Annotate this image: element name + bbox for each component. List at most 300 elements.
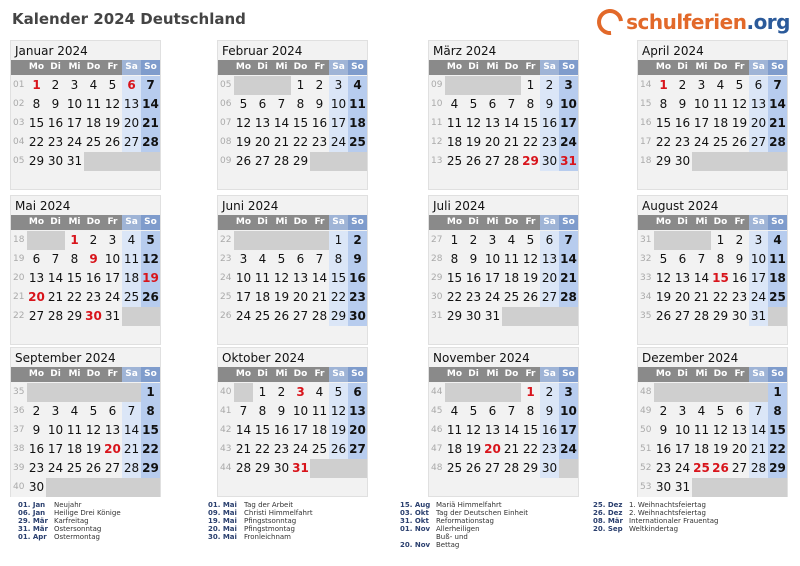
day-cell[interactable]: 10	[483, 250, 502, 269]
day-cell[interactable]: 16	[272, 421, 291, 440]
day-cell[interactable]: 10	[559, 95, 578, 114]
day-cell[interactable]: 30	[730, 307, 749, 326]
day-cell[interactable]: 26	[654, 307, 673, 326]
day-cell[interactable]: 7	[692, 250, 711, 269]
day-cell[interactable]: 22	[521, 133, 540, 152]
day-cell[interactable]: 26	[730, 133, 749, 152]
day-cell[interactable]: 8	[329, 250, 348, 269]
day-cell[interactable]: 24	[673, 459, 692, 478]
day-cell[interactable]: 29	[329, 307, 348, 326]
day-cell[interactable]: 16	[84, 269, 103, 288]
day-cell[interactable]: 3	[291, 383, 310, 402]
day-cell[interactable]: 5	[329, 383, 348, 402]
day-cell[interactable]: 22	[711, 288, 730, 307]
day-cell[interactable]: 19	[272, 288, 291, 307]
day-cell[interactable]: 28	[749, 459, 768, 478]
day-cell[interactable]: 29	[768, 459, 787, 478]
day-cell[interactable]: 31	[103, 307, 122, 326]
day-cell[interactable]: 22	[141, 440, 160, 459]
day-cell[interactable]: 28	[502, 459, 521, 478]
day-cell[interactable]: 6	[749, 76, 768, 95]
day-cell[interactable]: 12	[141, 250, 160, 269]
day-cell[interactable]: 21	[502, 133, 521, 152]
day-cell[interactable]: 9	[673, 95, 692, 114]
day-cell[interactable]: 27	[253, 152, 272, 171]
day-cell[interactable]: 23	[84, 288, 103, 307]
day-cell[interactable]: 23	[540, 133, 559, 152]
day-cell[interactable]: 11	[122, 250, 141, 269]
day-cell[interactable]: 13	[483, 114, 502, 133]
day-cell[interactable]: 25	[445, 152, 464, 171]
day-cell[interactable]: 3	[234, 250, 253, 269]
day-cell[interactable]: 21	[141, 114, 160, 133]
day-cell[interactable]: 15	[291, 114, 310, 133]
day-cell[interactable]: 23	[654, 459, 673, 478]
day-cell[interactable]: 12	[711, 421, 730, 440]
day-cell[interactable]: 20	[540, 269, 559, 288]
day-cell[interactable]: 17	[483, 269, 502, 288]
day-cell[interactable]: 6	[540, 231, 559, 250]
day-cell[interactable]: 30	[348, 307, 367, 326]
day-cell[interactable]: 27	[540, 288, 559, 307]
day-cell[interactable]: 28	[310, 307, 329, 326]
day-cell[interactable]: 24	[749, 288, 768, 307]
day-cell[interactable]: 3	[559, 76, 578, 95]
day-cell[interactable]: 13	[27, 269, 46, 288]
day-cell[interactable]: 3	[103, 231, 122, 250]
day-cell[interactable]: 25	[502, 288, 521, 307]
day-cell[interactable]: 9	[540, 95, 559, 114]
day-cell[interactable]: 6	[483, 402, 502, 421]
day-cell[interactable]: 16	[27, 440, 46, 459]
day-cell[interactable]: 10	[46, 421, 65, 440]
day-cell[interactable]: 21	[46, 288, 65, 307]
day-cell[interactable]: 15	[768, 421, 787, 440]
day-cell[interactable]: 14	[502, 421, 521, 440]
day-cell[interactable]: 26	[272, 307, 291, 326]
day-cell[interactable]: 15	[711, 269, 730, 288]
day-cell[interactable]: 4	[692, 402, 711, 421]
day-cell[interactable]: 2	[540, 383, 559, 402]
day-cell[interactable]: 26	[84, 459, 103, 478]
day-cell[interactable]: 17	[103, 269, 122, 288]
day-cell[interactable]: 6	[103, 402, 122, 421]
day-cell[interactable]: 28	[234, 459, 253, 478]
day-cell[interactable]: 12	[730, 95, 749, 114]
day-cell[interactable]: 16	[348, 269, 367, 288]
day-cell[interactable]: 29	[253, 459, 272, 478]
day-cell[interactable]: 13	[730, 421, 749, 440]
day-cell[interactable]: 21	[768, 114, 787, 133]
day-cell[interactable]: 29	[141, 459, 160, 478]
day-cell[interactable]: 8	[654, 95, 673, 114]
day-cell[interactable]: 6	[730, 402, 749, 421]
day-cell[interactable]: 7	[310, 250, 329, 269]
day-cell[interactable]: 7	[559, 231, 578, 250]
day-cell[interactable]: 28	[122, 459, 141, 478]
day-cell[interactable]: 18	[768, 269, 787, 288]
day-cell[interactable]: 27	[483, 152, 502, 171]
day-cell[interactable]: 13	[122, 95, 141, 114]
day-cell[interactable]: 5	[711, 402, 730, 421]
day-cell[interactable]: 3	[329, 76, 348, 95]
day-cell[interactable]: 17	[291, 421, 310, 440]
day-cell[interactable]: 20	[483, 133, 502, 152]
day-cell[interactable]: 8	[768, 402, 787, 421]
day-cell[interactable]: 2	[654, 402, 673, 421]
day-cell[interactable]: 19	[654, 288, 673, 307]
day-cell[interactable]: 24	[234, 307, 253, 326]
day-cell[interactable]: 7	[46, 250, 65, 269]
day-cell[interactable]: 25	[65, 459, 84, 478]
day-cell[interactable]: 19	[329, 421, 348, 440]
site-logo[interactable]	[597, 6, 790, 38]
day-cell[interactable]: 28	[272, 152, 291, 171]
day-cell[interactable]: 16	[540, 421, 559, 440]
day-cell[interactable]: 21	[749, 440, 768, 459]
day-cell[interactable]: 10	[329, 95, 348, 114]
day-cell[interactable]: 4	[122, 231, 141, 250]
day-cell[interactable]: 27	[730, 459, 749, 478]
day-cell[interactable]: 13	[673, 269, 692, 288]
day-cell[interactable]: 16	[540, 114, 559, 133]
day-cell[interactable]: 27	[348, 440, 367, 459]
day-cell[interactable]: 23	[540, 440, 559, 459]
day-cell[interactable]: 17	[46, 440, 65, 459]
day-cell[interactable]: 19	[464, 133, 483, 152]
day-cell[interactable]: 23	[27, 459, 46, 478]
day-cell[interactable]: 15	[521, 114, 540, 133]
day-cell[interactable]: 4	[253, 250, 272, 269]
day-cell[interactable]: 27	[103, 459, 122, 478]
day-cell[interactable]: 25	[768, 288, 787, 307]
day-cell[interactable]: 5	[141, 231, 160, 250]
day-cell[interactable]: 24	[483, 288, 502, 307]
day-cell[interactable]: 10	[291, 402, 310, 421]
day-cell[interactable]: 17	[65, 114, 84, 133]
day-cell[interactable]: 2	[464, 231, 483, 250]
day-cell[interactable]: 10	[65, 95, 84, 114]
day-cell[interactable]: 14	[141, 95, 160, 114]
day-cell[interactable]: 7	[141, 76, 160, 95]
day-cell[interactable]: 26	[464, 459, 483, 478]
day-cell[interactable]: 1	[768, 383, 787, 402]
day-cell[interactable]: 6	[483, 95, 502, 114]
day-cell[interactable]: 20	[291, 288, 310, 307]
day-cell[interactable]: 8	[291, 95, 310, 114]
day-cell[interactable]: 8	[711, 250, 730, 269]
day-cell[interactable]: 2	[673, 76, 692, 95]
day-cell[interactable]: 5	[234, 95, 253, 114]
day-cell[interactable]: 30	[84, 307, 103, 326]
day-cell[interactable]: 6	[122, 76, 141, 95]
day-cell[interactable]: 30	[272, 459, 291, 478]
day-cell[interactable]: 20	[749, 114, 768, 133]
day-cell[interactable]: 1	[253, 383, 272, 402]
day-cell[interactable]: 20	[348, 421, 367, 440]
day-cell[interactable]: 8	[27, 95, 46, 114]
day-cell[interactable]: 5	[730, 76, 749, 95]
day-cell[interactable]: 18	[445, 133, 464, 152]
day-cell[interactable]: 12	[521, 250, 540, 269]
day-cell[interactable]: 25	[348, 133, 367, 152]
day-cell[interactable]: 4	[310, 383, 329, 402]
day-cell[interactable]: 17	[749, 269, 768, 288]
day-cell[interactable]: 4	[768, 231, 787, 250]
day-cell[interactable]: 30	[654, 478, 673, 497]
day-cell[interactable]: 1	[291, 76, 310, 95]
day-cell[interactable]: 21	[559, 269, 578, 288]
day-cell[interactable]: 18	[253, 288, 272, 307]
day-cell[interactable]: 6	[673, 250, 692, 269]
day-cell[interactable]: 15	[27, 114, 46, 133]
day-cell[interactable]: 23	[673, 133, 692, 152]
day-cell[interactable]: 15	[141, 421, 160, 440]
day-cell[interactable]: 10	[559, 402, 578, 421]
day-cell[interactable]: 18	[122, 269, 141, 288]
day-cell[interactable]: 31	[559, 152, 578, 171]
day-cell[interactable]: 12	[654, 269, 673, 288]
day-cell[interactable]: 14	[692, 269, 711, 288]
day-cell[interactable]: 27	[27, 307, 46, 326]
day-cell[interactable]: 9	[464, 250, 483, 269]
day-cell[interactable]: 11	[84, 95, 103, 114]
day-cell[interactable]: 2	[272, 383, 291, 402]
day-cell[interactable]: 10	[103, 250, 122, 269]
day-cell[interactable]: 26	[329, 440, 348, 459]
day-cell[interactable]: 11	[445, 421, 464, 440]
day-cell[interactable]: 15	[654, 114, 673, 133]
day-cell[interactable]: 11	[692, 421, 711, 440]
day-cell[interactable]: 29	[521, 152, 540, 171]
day-cell[interactable]: 22	[768, 440, 787, 459]
day-cell[interactable]: 11	[65, 421, 84, 440]
day-cell[interactable]: 17	[692, 114, 711, 133]
day-cell[interactable]: 13	[483, 421, 502, 440]
day-cell[interactable]: 7	[502, 95, 521, 114]
day-cell[interactable]: 12	[272, 269, 291, 288]
day-cell[interactable]: 24	[46, 459, 65, 478]
day-cell[interactable]: 16	[46, 114, 65, 133]
day-cell[interactable]: 16	[654, 440, 673, 459]
day-cell[interactable]: 26	[464, 152, 483, 171]
day-cell[interactable]: 5	[103, 76, 122, 95]
day-cell[interactable]: 25	[711, 133, 730, 152]
day-cell[interactable]: 31	[749, 307, 768, 326]
day-cell[interactable]: 13	[348, 402, 367, 421]
day-cell[interactable]: 9	[540, 402, 559, 421]
day-cell[interactable]: 23	[46, 133, 65, 152]
day-cell[interactable]: 6	[348, 383, 367, 402]
day-cell[interactable]: 25	[122, 288, 141, 307]
day-cell[interactable]: 14	[46, 269, 65, 288]
day-cell[interactable]: 4	[348, 76, 367, 95]
day-cell[interactable]: 22	[521, 440, 540, 459]
day-cell[interactable]: 15	[253, 421, 272, 440]
day-cell[interactable]: 5	[521, 231, 540, 250]
day-cell[interactable]: 18	[348, 114, 367, 133]
day-cell[interactable]: 20	[27, 288, 46, 307]
day-cell[interactable]: 1	[654, 76, 673, 95]
day-cell[interactable]: 16	[730, 269, 749, 288]
day-cell[interactable]: 30	[540, 152, 559, 171]
day-cell[interactable]: 31	[291, 459, 310, 478]
day-cell[interactable]: 3	[692, 76, 711, 95]
day-cell[interactable]: 19	[103, 114, 122, 133]
day-cell[interactable]: 23	[464, 288, 483, 307]
day-cell[interactable]: 18	[445, 440, 464, 459]
day-cell[interactable]: 21	[310, 288, 329, 307]
day-cell[interactable]: 14	[559, 250, 578, 269]
day-cell[interactable]: 10	[234, 269, 253, 288]
day-cell[interactable]: 24	[291, 440, 310, 459]
day-cell[interactable]: 10	[749, 250, 768, 269]
day-cell[interactable]: 4	[445, 402, 464, 421]
day-cell[interactable]: 30	[673, 152, 692, 171]
day-cell[interactable]: 24	[103, 288, 122, 307]
day-cell[interactable]: 5	[654, 250, 673, 269]
day-cell[interactable]: 27	[673, 307, 692, 326]
day-cell[interactable]: 7	[502, 402, 521, 421]
day-cell[interactable]: 7	[122, 402, 141, 421]
day-cell[interactable]: 11	[711, 95, 730, 114]
day-cell[interactable]: 14	[502, 114, 521, 133]
day-cell[interactable]: 1	[711, 231, 730, 250]
day-cell[interactable]: 12	[234, 114, 253, 133]
day-cell[interactable]: 9	[310, 95, 329, 114]
day-cell[interactable]: 14	[749, 421, 768, 440]
day-cell[interactable]: 16	[673, 114, 692, 133]
day-cell[interactable]: 25	[253, 307, 272, 326]
day-cell[interactable]: 4	[502, 231, 521, 250]
day-cell[interactable]: 14	[272, 114, 291, 133]
day-cell[interactable]: 28	[141, 133, 160, 152]
day-cell[interactable]: 25	[84, 133, 103, 152]
day-cell[interactable]: 31	[673, 478, 692, 497]
day-cell[interactable]: 23	[730, 288, 749, 307]
day-cell[interactable]: 21	[234, 440, 253, 459]
day-cell[interactable]: 3	[483, 231, 502, 250]
day-cell[interactable]: 23	[310, 133, 329, 152]
day-cell[interactable]: 25	[692, 459, 711, 478]
day-cell[interactable]: 14	[310, 269, 329, 288]
day-cell[interactable]: 17	[329, 114, 348, 133]
day-cell[interactable]: 17	[673, 440, 692, 459]
day-cell[interactable]: 9	[27, 421, 46, 440]
day-cell[interactable]: 6	[253, 95, 272, 114]
day-cell[interactable]: 7	[234, 402, 253, 421]
day-cell[interactable]: 30	[464, 307, 483, 326]
day-cell[interactable]: 5	[272, 250, 291, 269]
day-cell[interactable]: 19	[521, 269, 540, 288]
day-cell[interactable]: 7	[768, 76, 787, 95]
day-cell[interactable]: 8	[253, 402, 272, 421]
day-cell[interactable]: 9	[272, 402, 291, 421]
day-cell[interactable]: 12	[103, 95, 122, 114]
day-cell[interactable]: 1	[445, 231, 464, 250]
day-cell[interactable]: 21	[272, 133, 291, 152]
day-cell[interactable]: 20	[483, 440, 502, 459]
day-cell[interactable]: 20	[122, 114, 141, 133]
day-cell[interactable]: 29	[65, 307, 84, 326]
day-cell[interactable]: 25	[445, 459, 464, 478]
day-cell[interactable]: 4	[445, 95, 464, 114]
day-cell[interactable]: 27	[122, 133, 141, 152]
day-cell[interactable]: 24	[559, 440, 578, 459]
day-cell[interactable]: 22	[291, 133, 310, 152]
day-cell[interactable]: 29	[711, 307, 730, 326]
day-cell[interactable]: 10	[673, 421, 692, 440]
day-cell[interactable]: 5	[464, 95, 483, 114]
day-cell[interactable]: 20	[103, 440, 122, 459]
day-cell[interactable]: 30	[27, 478, 46, 497]
day-cell[interactable]: 19	[141, 269, 160, 288]
day-cell[interactable]: 1	[141, 383, 160, 402]
day-cell[interactable]: 26	[103, 133, 122, 152]
day-cell[interactable]: 2	[46, 76, 65, 95]
day-cell[interactable]: 17	[559, 114, 578, 133]
day-cell[interactable]: 19	[234, 133, 253, 152]
day-cell[interactable]: 4	[84, 76, 103, 95]
day-cell[interactable]: 3	[65, 76, 84, 95]
day-cell[interactable]: 5	[84, 402, 103, 421]
day-cell[interactable]: 13	[291, 269, 310, 288]
day-cell[interactable]: 18	[310, 421, 329, 440]
day-cell[interactable]: 22	[65, 288, 84, 307]
day-cell[interactable]: 2	[27, 402, 46, 421]
day-cell[interactable]: 20	[673, 288, 692, 307]
day-cell[interactable]: 8	[65, 250, 84, 269]
day-cell[interactable]: 28	[46, 307, 65, 326]
day-cell[interactable]: 21	[122, 440, 141, 459]
day-cell[interactable]: 15	[445, 269, 464, 288]
day-cell[interactable]: 29	[521, 459, 540, 478]
day-cell[interactable]: 10	[692, 95, 711, 114]
day-cell[interactable]: 23	[348, 288, 367, 307]
day-cell[interactable]: 5	[464, 402, 483, 421]
day-cell[interactable]: 20	[253, 133, 272, 152]
day-cell[interactable]: 25	[310, 440, 329, 459]
day-cell[interactable]: 9	[84, 250, 103, 269]
day-cell[interactable]: 11	[310, 402, 329, 421]
day-cell[interactable]: 1	[27, 76, 46, 95]
day-cell[interactable]: 24	[692, 133, 711, 152]
day-cell[interactable]: 13	[749, 95, 768, 114]
day-cell[interactable]: 19	[711, 440, 730, 459]
day-cell[interactable]: 28	[692, 307, 711, 326]
day-cell[interactable]: 19	[464, 440, 483, 459]
day-cell[interactable]: 8	[141, 402, 160, 421]
day-cell[interactable]: 8	[521, 402, 540, 421]
day-cell[interactable]: 2	[730, 231, 749, 250]
day-cell[interactable]: 9	[730, 250, 749, 269]
day-cell[interactable]: 3	[673, 402, 692, 421]
day-cell[interactable]: 17	[559, 421, 578, 440]
day-cell[interactable]: 14	[768, 95, 787, 114]
day-cell[interactable]: 27	[291, 307, 310, 326]
day-cell[interactable]: 14	[234, 421, 253, 440]
day-cell[interactable]: 9	[348, 250, 367, 269]
day-cell[interactable]: 18	[711, 114, 730, 133]
day-cell[interactable]: 24	[329, 133, 348, 152]
day-cell[interactable]: 2	[348, 231, 367, 250]
day-cell[interactable]: 22	[253, 440, 272, 459]
day-cell[interactable]: 4	[711, 76, 730, 95]
day-cell[interactable]: 6	[291, 250, 310, 269]
day-cell[interactable]: 15	[65, 269, 84, 288]
day-cell[interactable]: 3	[559, 383, 578, 402]
day-cell[interactable]: 16	[310, 114, 329, 133]
